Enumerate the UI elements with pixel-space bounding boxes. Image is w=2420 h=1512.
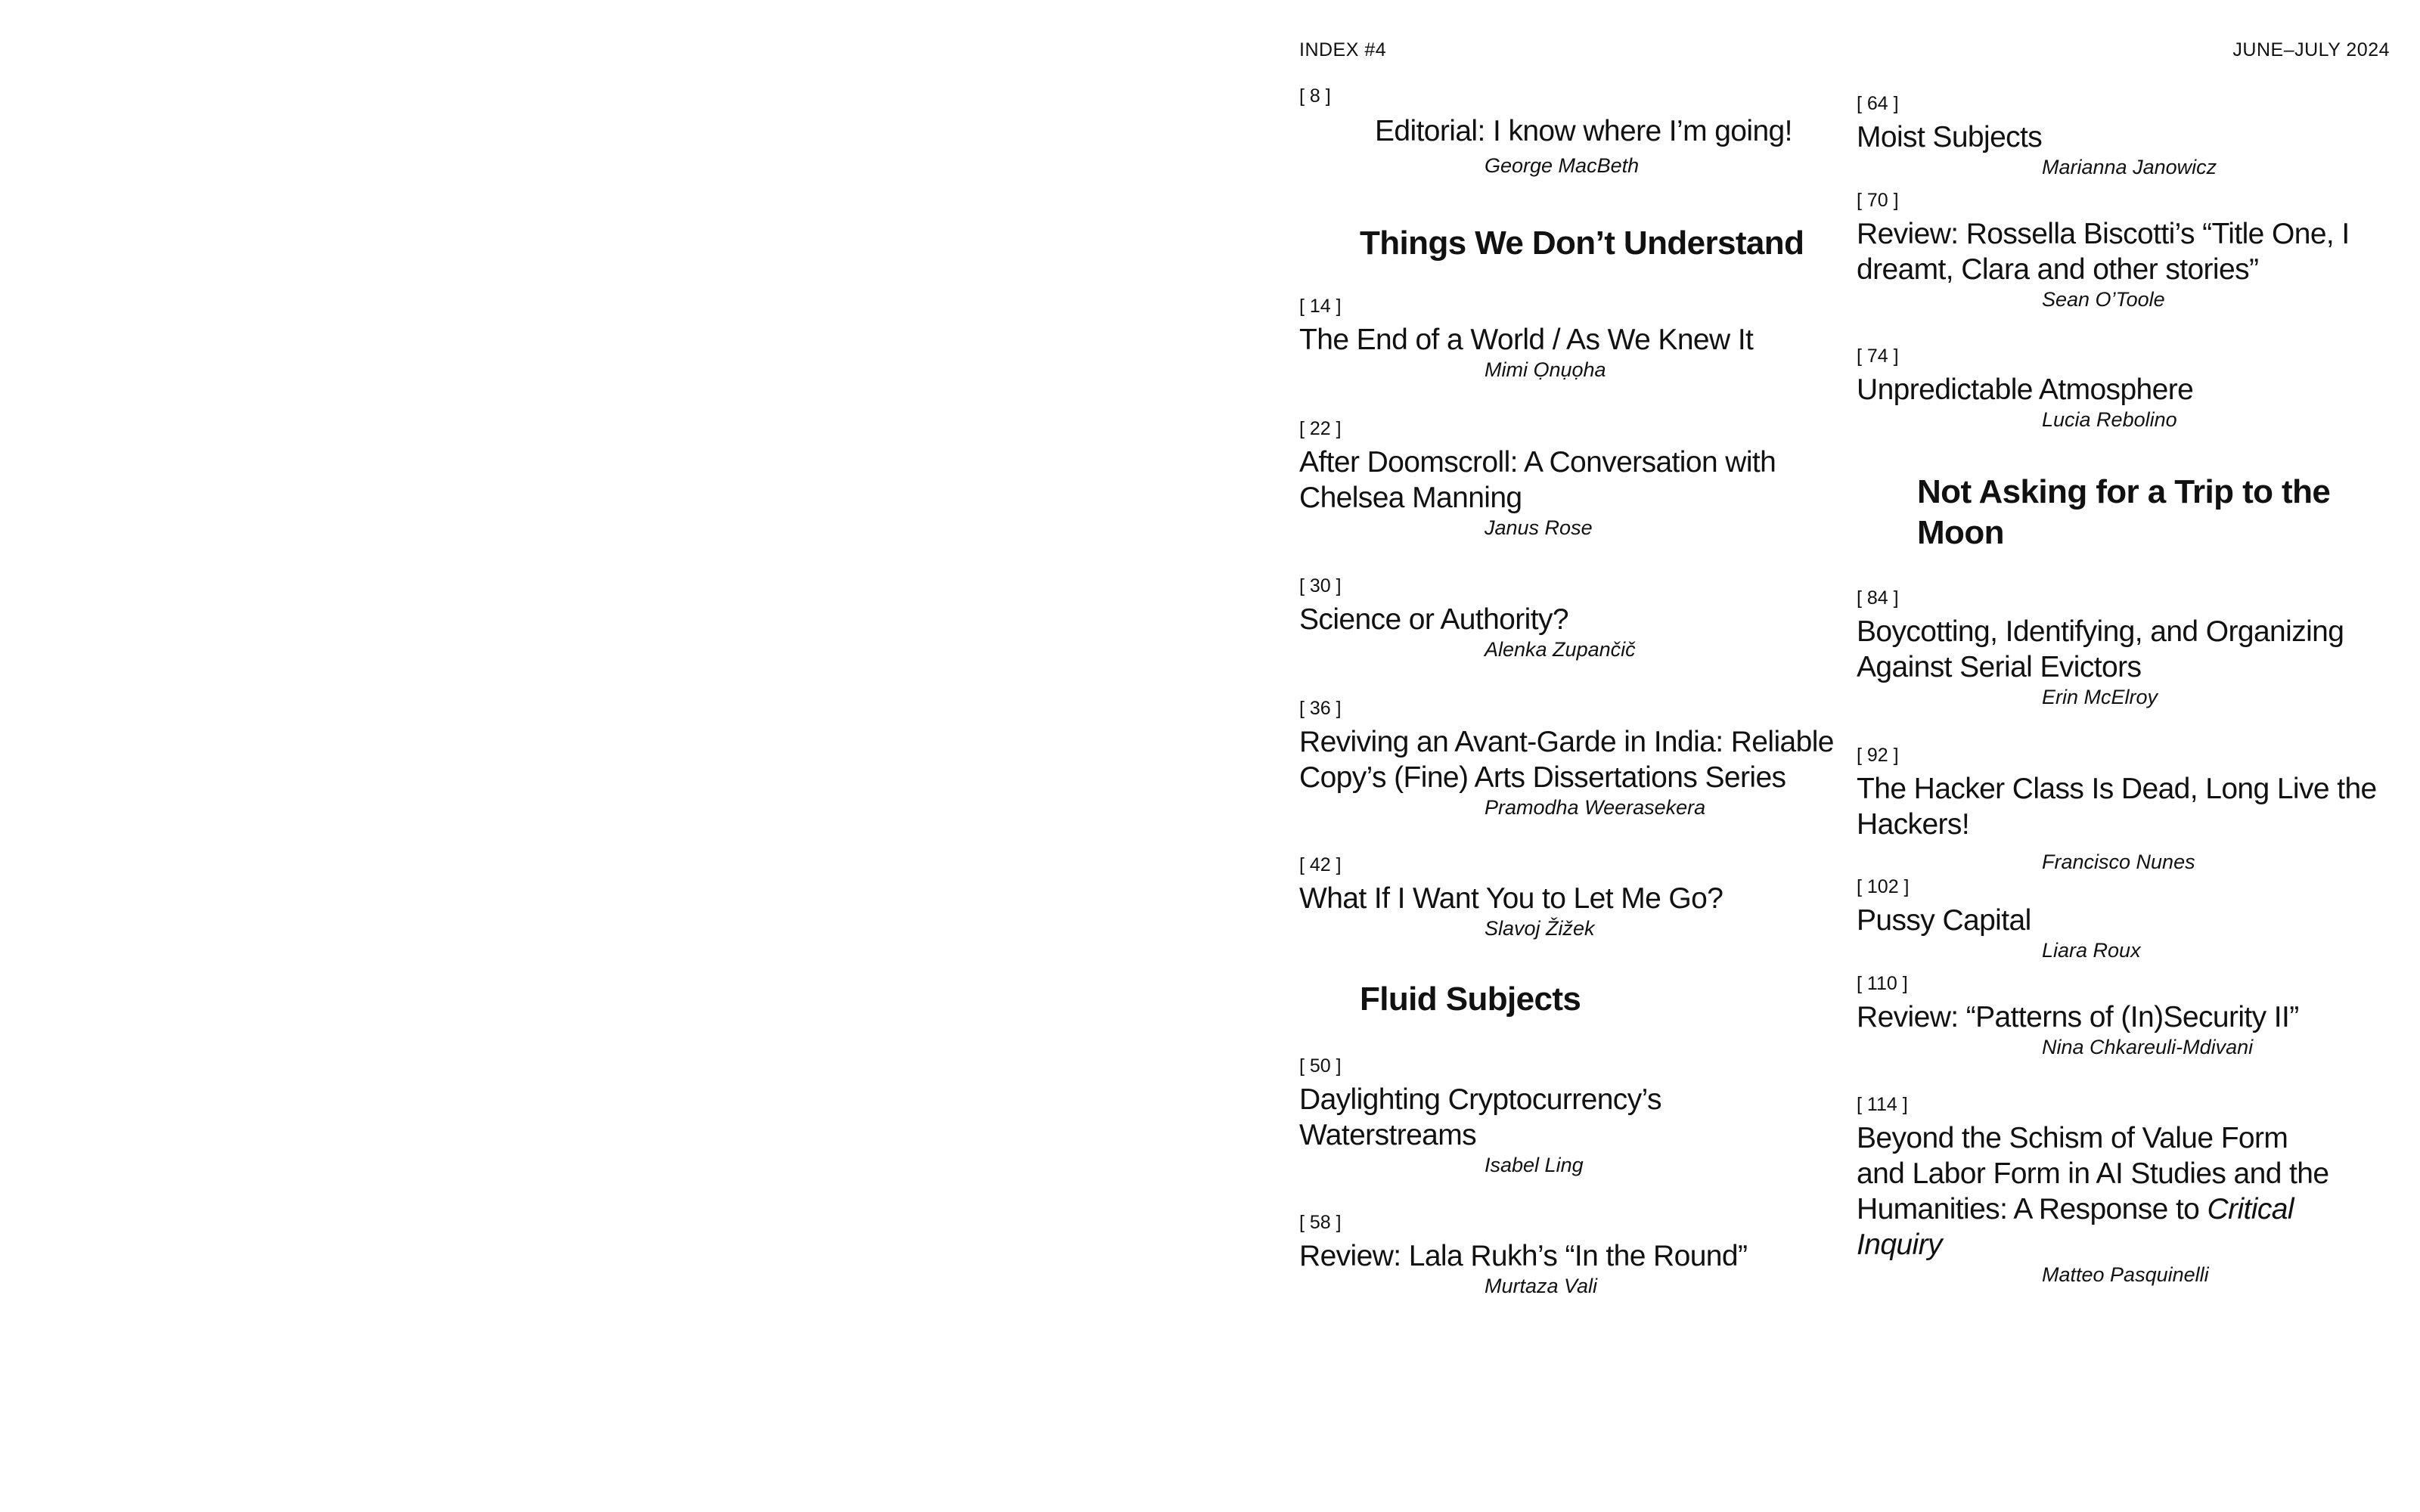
toc-entry[interactable] — [1299, 1211, 1844, 1298]
page-number: [ 30 ] — [1299, 575, 1342, 596]
page-number: [ 74 ] — [1857, 345, 1899, 367]
issue-date: JUNE–JULY 2024 — [2232, 39, 2390, 60]
entry-author: Janus Rose — [1485, 516, 1593, 539]
entry-title: The Hacker Class Is Dead, Long Live the Hackers! — [1857, 773, 2377, 841]
page-number: [ 22 ] — [1299, 418, 1342, 439]
toc-entry[interactable] — [1299, 417, 1844, 540]
section-heading: Fluid Subjects — [1360, 981, 1581, 1018]
toc-entry[interactable] — [1857, 1093, 2401, 1287]
toc-entry[interactable] — [1857, 345, 2401, 432]
page-number: [ 114 ] — [1857, 1094, 1908, 1115]
page-number: [ 58 ] — [1299, 1212, 1342, 1233]
entry-title: What If I Want You to Let Me Go? — [1299, 882, 1723, 915]
page-number: [ 14 ] — [1299, 296, 1342, 317]
entry-title: Science or Authority? — [1299, 603, 1568, 636]
entry-author: Murtaza Vali — [1485, 1275, 1598, 1297]
entry-title: Moist Subjects — [1857, 121, 2043, 153]
page-number: [ 64 ] — [1857, 93, 1899, 114]
toc-entry[interactable] — [1857, 92, 2401, 179]
entry-title-italic: Critical Inquiry — [1857, 1193, 2294, 1261]
toc-entry[interactable] — [1299, 1055, 1844, 1177]
page-number: [ 70 ] — [1857, 190, 1899, 211]
entry-author: Slavoj Žižek — [1485, 917, 1595, 940]
entry-author: Erin McElroy — [2042, 686, 2158, 708]
issue-label: INDEX #4 — [1299, 39, 1387, 60]
toc-entry[interactable] — [1299, 295, 1844, 382]
page-number: [ 36 ] — [1299, 698, 1342, 719]
toc-entry[interactable] — [1857, 744, 2401, 874]
entry-author: George MacBeth — [1485, 154, 1640, 177]
entry-author: Matteo Pasquinelli — [2042, 1263, 2209, 1286]
toc-entry[interactable] — [1299, 697, 1844, 820]
entry-author: Marianna Janowicz — [2042, 156, 2217, 178]
entry-title: Review: “Patterns of (In)Security II” — [1857, 1001, 2299, 1033]
entry-author: Pramodha Weerasekera — [1485, 796, 1706, 819]
entry-author: Lucia Rebolino — [2042, 408, 2177, 431]
section-heading: Not Asking for a Trip to the Moon — [1917, 473, 2331, 551]
entry-title: Reviving an Avant-Garde in India: Reliable Copy’s (Fine) Arts Dissertations Series — [1299, 726, 1834, 794]
page-number: [ 84 ] — [1857, 587, 1899, 609]
toc-entry[interactable] — [1857, 587, 2401, 709]
entry-title: Editorial: I know where I’m going! — [1375, 115, 1792, 147]
toc-entry[interactable] — [1299, 85, 1844, 178]
entry-title: Unpredictable Atmosphere — [1857, 373, 2194, 406]
entry-author: Mimi Ọnụọha — [1485, 358, 1606, 381]
entry-author: Sean O’Toole — [2042, 288, 2165, 311]
page-number: [ 50 ] — [1299, 1055, 1342, 1077]
page-number: [ 92 ] — [1857, 745, 1899, 766]
entry-author: Liara Roux — [2042, 939, 2141, 962]
entry-title: Review: Rossella Biscotti’s “Title One, I dreamt, Clara and other stories” — [1857, 218, 2350, 286]
toc-entry[interactable] — [1857, 972, 2401, 1059]
entry-title: Daylighting Cryptocurrency’s Waterstreams — [1299, 1083, 1661, 1151]
page-number: [ 8 ] — [1299, 85, 1331, 107]
entry-title — [1857, 1120, 2341, 1263]
entry-title: Boycotting, Identifying, and Organizing Against Serial Evictors — [1857, 615, 2344, 683]
entry-author: Nina Chkareuli-Mdivani — [2042, 1036, 2254, 1058]
toc-entry[interactable] — [1857, 189, 2401, 311]
entry-title: The End of a World / As We Knew It — [1299, 324, 1754, 356]
entry-author: Francisco Nunes — [2042, 850, 2195, 873]
section-heading: Things We Don’t Understand — [1360, 225, 1804, 262]
entry-title-main: Beyond the Schism of Value Form and Labor Form in AI Studies and the Humanities: A Response to — [1857, 1122, 2329, 1225]
toc-entry[interactable] — [1299, 854, 1844, 940]
page-number: [ 102 ] — [1857, 876, 1910, 897]
page-number: [ 110 ] — [1857, 973, 1908, 994]
entry-title: After Doomscroll: A Conversation with Chelsea Manning — [1299, 446, 1776, 514]
entry-author: Alenka Zupančič — [1485, 638, 1636, 661]
toc-entry[interactable] — [1857, 875, 2401, 962]
page-number: [ 42 ] — [1299, 854, 1342, 875]
entry-title: Review: Lala Rukh’s “In the Round” — [1299, 1240, 1748, 1272]
entry-author: Isabel Ling — [1485, 1154, 1584, 1176]
entry-title: Pussy Capital — [1857, 904, 2031, 937]
toc-entry[interactable] — [1299, 575, 1844, 662]
